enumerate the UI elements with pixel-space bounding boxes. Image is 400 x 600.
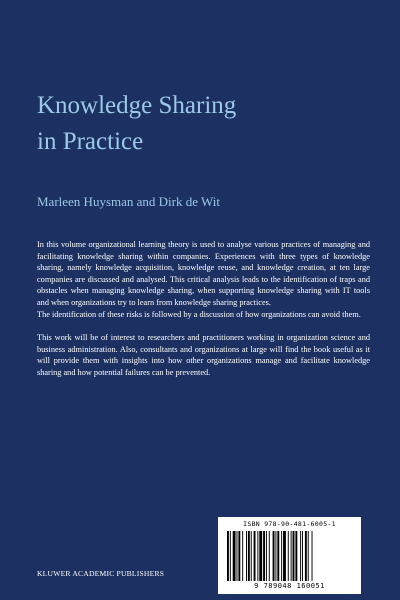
barcode-bar (238, 531, 240, 581)
barcode-bar (277, 531, 279, 581)
barcode-bar (269, 531, 270, 581)
publisher-name: KLUWER ACADEMIC PUBLISHERS (37, 569, 165, 578)
barcode-bar (263, 531, 265, 581)
barcode-bars (226, 531, 353, 581)
barcode-bar (251, 531, 252, 581)
barcode-bar (283, 531, 286, 581)
barcode (218, 517, 361, 594)
barcode-bar (266, 531, 267, 581)
barcode-bar (242, 531, 243, 581)
barcode-bar (246, 531, 247, 581)
book-authors: Marleen Huysman and Dirk de Wit (37, 194, 220, 209)
barcode-bar (308, 531, 309, 581)
barcode-bar (295, 531, 297, 581)
barcode-bar (237, 531, 238, 581)
barcode-bar (288, 531, 289, 581)
barcode-bar (302, 531, 303, 581)
barcode-bar (254, 531, 256, 581)
barcode-bar (259, 531, 262, 581)
title-line-2: in Practice (37, 128, 144, 155)
barcode-bar (275, 531, 276, 581)
barcode-bar (273, 531, 275, 581)
barcode-bar (248, 531, 250, 581)
barcode-bar (291, 531, 292, 581)
blurb-paragraph-3: This work will be of interest to researchers and practitioners working in organization science and business administration. Also, consultants and organizations at large will find the book useful as it will provide them with insights into how other organizations manage and facilitate knowledge sharing and how potential failures can be prevented. (37, 333, 370, 377)
barcode-bar (233, 531, 236, 581)
barcode-isbn-label: ISBN 978-90-481-6005-1 (243, 520, 336, 528)
blurb (37, 239, 370, 379)
barcode-bar (227, 531, 229, 581)
barcode-bar (257, 531, 258, 581)
barcode-bar (312, 531, 313, 581)
title-line-1: Knowledge Sharing (37, 92, 237, 119)
barcode-bar (281, 531, 282, 581)
barcode-bar (300, 531, 301, 581)
blurb-paragraph-2: The identification of these risks is followed by a discussion of how organizations can avoid them. (37, 309, 361, 319)
barcode-bar (305, 531, 307, 581)
book-title (37, 88, 367, 160)
barcode-bar (293, 531, 295, 581)
barcode-bar (230, 531, 231, 581)
blurb-paragraph-1: In this volume organizational learning theory is used to analyse various practices of managing and facilitating knowledge sharing within companies. Experiences with three types of knowledge sharing, namely knowledge acquisition, knowledge reuse, and knowledge creation, at ten large companies are discussed and analysed. This critical analysis leads to the identification of traps and obstacles when managing knowledge sharing, when supporting knowledge sharing with IT tools and when organizations try to learn from knowledge sharing practices. (37, 240, 370, 307)
barcode-digits: 9 789048 160051 (254, 582, 325, 590)
